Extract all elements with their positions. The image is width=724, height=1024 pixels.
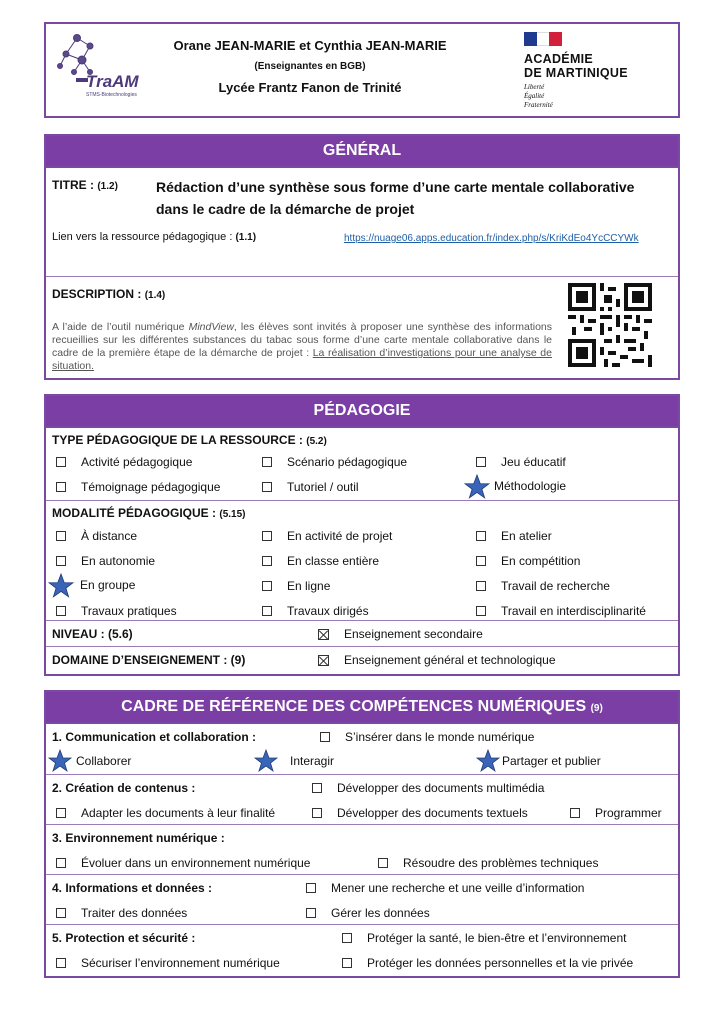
traam-logo	[52, 28, 142, 112]
s2-label: 2. Création de contenus :	[52, 781, 196, 795]
checkbox[interactable]	[476, 606, 486, 616]
checked-checkbox[interactable]	[318, 655, 329, 666]
option-label: Programmer	[595, 806, 662, 820]
checkbox[interactable]	[262, 457, 272, 467]
header-school: Lycée Frantz Fanon de Trinité	[218, 80, 402, 95]
modalite-label-text: MODALITÉ PÉDAGOGIQUE :	[52, 506, 217, 520]
description-code: (1.4)	[144, 290, 166, 301]
niveau-label: NIVEAU : (5.6)	[52, 627, 133, 641]
option-label: Jeu éducatif	[501, 455, 566, 469]
option-label: Scénario pédagogique	[287, 455, 408, 469]
option-label: Adapter les documents à leur finalité	[81, 806, 276, 820]
option-label: Travaux pratiques	[81, 604, 177, 618]
link-label-text: Lien vers la ressource pédagogique :	[52, 231, 233, 243]
option-label: S’insérer dans le monde numérique	[345, 730, 535, 744]
s5-option-donnees[interactable]	[342, 956, 633, 970]
option-label: Traiter des données	[81, 906, 188, 920]
s5-option-sante[interactable]	[342, 931, 626, 945]
checkbox[interactable]	[312, 783, 322, 793]
option-label: En groupe	[80, 578, 136, 592]
option-label: Interagir	[290, 754, 335, 768]
option-label: En autonomie	[81, 554, 156, 568]
option-label: Protéger les données personnelles et la vie privée	[367, 956, 634, 970]
s4-option-traiter[interactable]	[56, 906, 187, 920]
checkbox[interactable]	[312, 808, 322, 818]
checkbox[interactable]	[56, 606, 66, 616]
modalite-option-interdisciplinarite[interactable]	[476, 604, 646, 618]
s2-option-adapter[interactable]	[56, 806, 275, 820]
checkbox[interactable]	[262, 482, 272, 492]
academie-name-2: DE MARTINIQUE	[524, 66, 628, 80]
s1-block	[46, 724, 678, 774]
pedagogie-heading: PÉDAGOGIE	[46, 396, 678, 428]
selected-star-icon[interactable]	[48, 749, 72, 773]
option-label: Développer des documents textuels	[337, 806, 528, 820]
option-label: À distance	[81, 529, 138, 543]
modalite-option-tp[interactable]	[56, 604, 177, 618]
checkbox[interactable]	[262, 606, 272, 616]
checkbox[interactable]	[342, 958, 352, 968]
s1-option-collaborer[interactable]	[48, 749, 131, 773]
description-label-text: DESCRIPTION :	[52, 287, 142, 301]
selected-star-icon[interactable]	[464, 474, 488, 498]
s3-label: 3. Environnement numérique :	[52, 831, 225, 845]
option-label: Enseignement général et technologique	[344, 653, 556, 667]
titre-label-text: TITRE :	[52, 178, 94, 192]
description-part-2: , les élèves sont invités à proposer une synthèse des informations recueillies sur les différentes substances du tabac sous forme d’une carte mentale collaborative dans le cadre de la première étape de la démarche de projet :	[52, 321, 552, 359]
type-block	[46, 428, 678, 500]
option-label: Partager et publier	[502, 754, 601, 768]
modalite-option-td[interactable]	[262, 604, 369, 618]
checkbox[interactable]	[262, 531, 272, 541]
option-label: Activité pédagogique	[81, 455, 193, 469]
checkbox[interactable]	[570, 808, 580, 818]
s2-option-multimedia[interactable]	[312, 781, 544, 795]
section-competences	[44, 690, 680, 978]
traam-logo-subtitle: STMS-Biotechnologies	[86, 92, 137, 98]
s3-option-resoudre[interactable]	[378, 856, 598, 870]
type-option-scenario[interactable]	[262, 455, 407, 469]
general-heading: GÉNÉRAL	[46, 136, 678, 168]
checkbox[interactable]	[262, 581, 272, 591]
modalite-option-distance[interactable]	[56, 529, 137, 543]
competences-heading-code: (9)	[590, 703, 603, 714]
motto-2: Égalité	[524, 92, 545, 100]
checkbox[interactable]	[476, 457, 486, 467]
qr-code-icon[interactable]	[568, 283, 652, 367]
option-label: Mener une recherche et une veille d’information	[331, 881, 585, 895]
description-label	[52, 287, 165, 301]
s5-option-securiser[interactable]	[56, 956, 280, 970]
s3-block	[46, 824, 678, 874]
academie-motto	[524, 83, 674, 110]
s4-option-gerer[interactable]	[306, 906, 430, 920]
s2-option-textuels[interactable]	[312, 806, 528, 820]
checkbox[interactable]	[342, 933, 352, 943]
modalite-option-ligne[interactable]	[262, 579, 330, 593]
header-authors-block	[142, 38, 478, 95]
option-label: Gérer les données	[331, 906, 430, 920]
checkbox[interactable]	[56, 457, 66, 467]
modalite-option-competition[interactable]	[476, 554, 580, 568]
option-label: En classe entière	[287, 554, 380, 568]
selected-star-icon[interactable]	[474, 749, 498, 773]
titre-label	[52, 178, 118, 192]
s2-block	[46, 774, 678, 824]
type-option-jeu[interactable]	[476, 455, 566, 469]
s1-option-interagir[interactable]	[254, 749, 334, 773]
modalite-option-projet[interactable]	[262, 529, 392, 543]
checkbox[interactable]	[56, 908, 66, 918]
link-code: (1.1)	[235, 232, 257, 243]
niveau-row	[46, 620, 678, 646]
option-label: Protéger la santé, le bien-être et l’environnement	[367, 931, 627, 945]
description-tool: MindView	[188, 321, 234, 333]
titre-code: (1.2)	[97, 181, 118, 192]
niveau-option-secondaire[interactable]	[318, 627, 483, 641]
option-label: En compétition	[501, 554, 581, 568]
domaine-row	[46, 646, 678, 672]
academie-logo	[524, 32, 674, 114]
checkbox[interactable]	[56, 858, 66, 868]
description-link[interactable]: La réalisation d’investigations pour une analyse de situation.	[52, 347, 552, 372]
option-label: Sécuriser l’environnement numérique	[81, 956, 280, 970]
description-row	[46, 276, 678, 380]
checkbox[interactable]	[378, 858, 388, 868]
header-role: (Enseignantes en BGB)	[254, 61, 366, 72]
option-label: Témoignage pédagogique	[81, 480, 221, 494]
option-label: Travaux dirigés	[287, 604, 369, 618]
s2-option-programmer[interactable]	[570, 806, 662, 820]
modalite-option-recherche[interactable]	[476, 579, 610, 593]
header-box	[44, 22, 680, 118]
type-option-methodologie[interactable]	[471, 474, 566, 498]
option-label: Résoudre des problèmes techniques	[403, 856, 599, 870]
s5-label: 5. Protection et sécurité :	[52, 931, 196, 945]
domaine-label: DOMAINE D’ENSEIGNEMENT : (9)	[52, 653, 246, 667]
type-code: (5.2)	[306, 436, 327, 447]
option-label: Travail de recherche	[501, 579, 610, 593]
s4-label: 4. Informations et données :	[52, 881, 213, 895]
checkbox[interactable]	[56, 808, 66, 818]
competences-heading-text: CADRE DE RÉFÉRENCE DES COMPÉTENCES NUMÉRIQUES	[121, 698, 587, 715]
option-label: Développer des documents multimédia	[337, 781, 545, 795]
s4-option-mener[interactable]	[306, 881, 584, 895]
s4-block	[46, 874, 678, 924]
modalite-block	[46, 500, 678, 620]
traam-logo-text: TraAM	[86, 72, 139, 91]
option-label: En ligne	[287, 579, 331, 593]
competences-heading	[46, 692, 678, 724]
titre-value-line-1: Rédaction d’une synthèse sous forme d’une carte mentale collaborative	[156, 179, 635, 195]
description-part-1: A l’aide de l’outil numérique	[52, 321, 185, 333]
titre-row	[46, 168, 678, 276]
option-label: Collaborer	[76, 754, 132, 768]
type-option-tutoriel[interactable]	[262, 480, 359, 494]
option-label: En atelier	[501, 529, 552, 543]
description-text	[52, 321, 552, 373]
option-label: Tutoriel / outil	[287, 480, 359, 494]
checkbox[interactable]	[306, 883, 316, 893]
modalite-option-classe[interactable]	[262, 554, 379, 568]
s1-option-inserer[interactable]	[320, 730, 534, 744]
s1-label: 1. Communication et collaboration :	[52, 730, 257, 744]
checkbox[interactable]	[320, 732, 330, 742]
section-general	[44, 134, 680, 380]
s5-block	[46, 924, 678, 974]
checkbox[interactable]	[56, 482, 66, 492]
checkbox[interactable]	[56, 556, 66, 566]
motto-3: Fraternité	[524, 101, 553, 109]
selected-star-icon[interactable]	[254, 749, 278, 773]
titre-value	[156, 176, 634, 220]
option-label: Travail en interdisciplinarité	[501, 604, 646, 618]
traam-network-icon	[52, 28, 142, 112]
selected-star-icon[interactable]	[48, 573, 72, 597]
titre-value-line-2: dans le cadre de la démarche de projet	[156, 201, 415, 217]
section-pedagogie	[44, 394, 680, 676]
option-label: Méthodologie	[494, 479, 567, 493]
type-option-temoignage[interactable]	[56, 480, 220, 494]
checkbox[interactable]	[56, 958, 66, 968]
modalite-option-autonomie[interactable]	[56, 554, 155, 568]
academie-name-1: ACADÉMIE	[524, 52, 594, 66]
option-label: Évoluer dans un environnement numérique	[81, 856, 311, 870]
modalite-option-groupe[interactable]	[48, 573, 135, 597]
s1-option-partager[interactable]	[474, 749, 601, 773]
option-label: En activité de projet	[287, 529, 393, 543]
header-authors: Orane JEAN-MARIE et Cynthia JEAN-MARIE	[173, 38, 447, 53]
checkbox[interactable]	[262, 556, 272, 566]
checkbox[interactable]	[476, 581, 486, 591]
option-label: Enseignement secondaire	[344, 627, 483, 641]
checkbox[interactable]	[476, 531, 486, 541]
resource-link[interactable]: https://nuage06.apps.education.fr/index.php/s/KriKdEo4YcCCYWk	[344, 233, 639, 244]
domaine-option-general[interactable]	[318, 653, 556, 667]
marianne-icon	[524, 32, 562, 46]
motto-1: Liberté	[524, 83, 545, 91]
modalite-code: (5.15)	[219, 509, 246, 520]
type-label	[52, 433, 327, 447]
checkbox[interactable]	[476, 556, 486, 566]
checkbox[interactable]	[306, 908, 316, 918]
type-option-activite[interactable]	[56, 455, 192, 469]
checked-checkbox[interactable]	[318, 629, 329, 640]
s3-option-evoluer[interactable]	[56, 856, 310, 870]
link-label	[52, 231, 256, 243]
modalite-option-atelier[interactable]	[476, 529, 552, 543]
type-label-text: TYPE PÉDAGOGIQUE DE LA RESSOURCE :	[52, 433, 303, 447]
checkbox[interactable]	[56, 531, 66, 541]
modalite-label	[52, 506, 245, 520]
